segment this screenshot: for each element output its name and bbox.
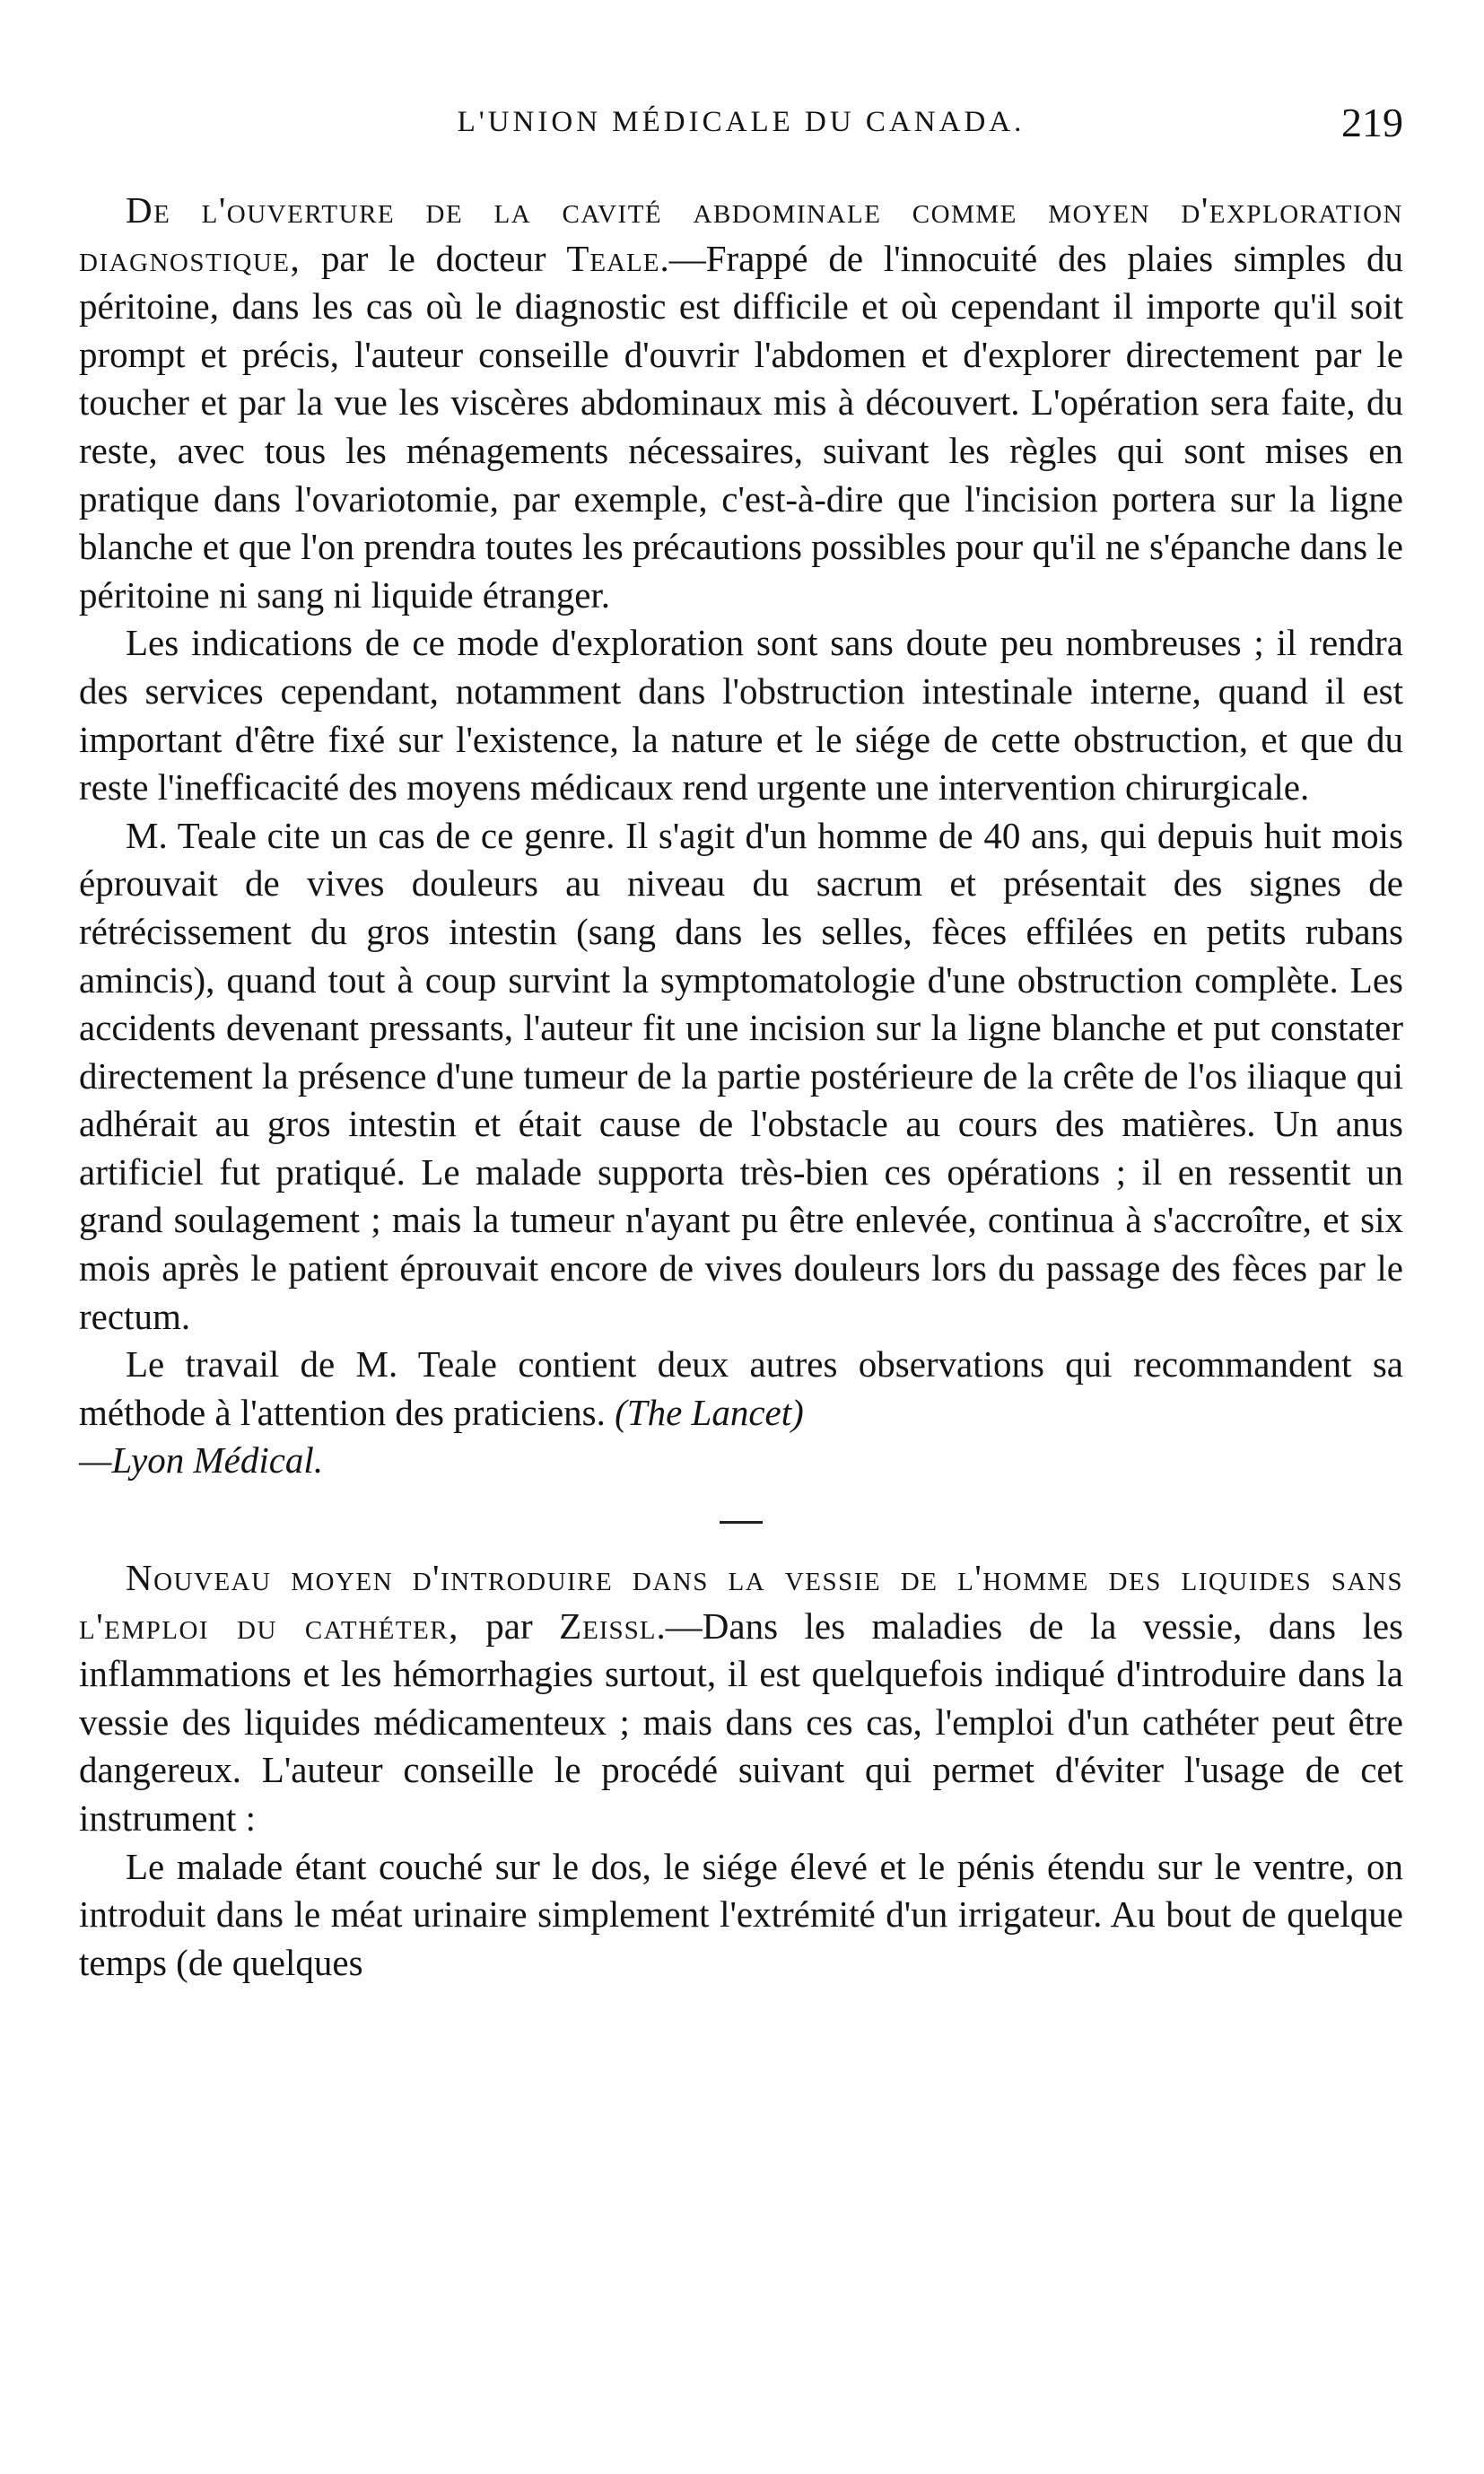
article-zeissl [79, 1554, 1403, 1987]
page-number: 219 [1341, 100, 1403, 145]
article-zeissl-author-intro: par [458, 1604, 560, 1647]
article-teale-signature: —Lyon Médical. [79, 1439, 324, 1482]
article-teale [79, 187, 1403, 1485]
running-head [79, 100, 1403, 160]
article-teale-closing-text: Le travail de M. Teale contient deux autres observations qui recommandent sa méthode à l'attention des praticiens. [79, 1343, 1403, 1433]
article-teale-author-intro: par le docteur [301, 237, 567, 279]
article-teale-body-1: .—Frappé de l'innocuité des plaies simples du péritoine, dans les cas où le diagnostic est difficile et où cependant il importe qu'il soit prompt et précis, l'auteur conseille d'ouvrir l'abdomen et d'explorer directement par le toucher et par la vue les viscères abdominaux mis à découvert. L'opération sera faite, du reste, avec tous les ménagements nécessaires, suivant les règles qui sont mises en pratique dans l'ovariotomie, par exemple, c'est-à-dire que l'incision portera sur la ligne blanche et que l'on prendra toutes les précautions possibles pour qu'il ne s'épanche dans le péritoine ni sang ni liquide étranger. [79, 237, 1403, 616]
article-teale-paragraph-2: Les indications de ce mode d'exploration sont sans doute peu nombreuses ; il rendra des services cependant, notamment dans l'obstruction intestinale interne, quand il est important d'être fixé sur l'existence, la nature et le siége de cette obstruction, et que du reste l'inefficacité des moyens médicaux rend urgente une intervention chirurgicale. [79, 622, 1403, 809]
article-zeissl-paragraph-2: Le malade étant couché sur le dos, le siége élevé et le pénis étendu sur le ventre, on introduit dans le méat urinaire simplement l'extrémité d'un irrigateur. Au bout de quelque temps (de quelques [79, 1845, 1403, 1983]
article-teale-paragraph-1 [79, 187, 1403, 619]
article-teale-source: (The Lancet) [615, 1391, 804, 1433]
article-zeissl-paragraph-1 [79, 1554, 1403, 1843]
article-zeissl-author: Zeissl [559, 1604, 657, 1647]
article-teale-paragraph-4 [79, 1341, 1403, 1485]
article-teale-title: De l'ouverture de la cavité abdominale comme moyen d'exploration diagnostique, [79, 189, 1403, 279]
article-zeissl-body-1: .—Dans les maladies de la vessie, dans les inflammations et les hémorrhagies surtout, il est quelquefois indiqué d'introduire dans la vessie des liquides médicamenteux ; mais dans ces cas, l'emploi d'un cathéter peut être dangereux. L'auteur conseille le procédé suivant qui permet d'éviter l'usage de cet instrument : [79, 1604, 1403, 1839]
article-teale-author: Teale [566, 237, 660, 279]
section-divider [720, 1521, 763, 1524]
article-zeissl-title: Nouveau moyen d'introduire dans la vessie de l'homme des liquides sans l'emploi du cathéter, [79, 1557, 1403, 1647]
journal-title: L'UNION MÉDICALE DU CANADA. [457, 106, 1026, 138]
article-teale-paragraph-3: M. Teale cite un cas de ce genre. Il s'agit d'un homme de 40 ans, qui depuis huit mois éprouvait de vives douleurs au niveau du sacrum et présentait des signes de rétrécissement du gros intestin (sang dans les selles, fèces effilées en petits rubans amincis), quand tout à coup survint la symptomatologie d'une obstruction complète. Les accidents devenant pressants, l'auteur fit une incision sur la ligne blanche et put constater directement la présence d'une tumeur de la partie postérieure de la crête de l'os iliaque qui adhérait au gros intestin et était cause de l'obstacle au cours des matières. Un anus artificiel fut pratiqué. Le malade supporta très-bien ces opérations ; il en ressentit un grand soulagement ; mais la tumeur n'ayant pu être enlevée, continua à s'accroître, et six mois après le patient éprouvait encore de vives douleurs lors du passage des fèces par le rectum. [79, 814, 1403, 1337]
